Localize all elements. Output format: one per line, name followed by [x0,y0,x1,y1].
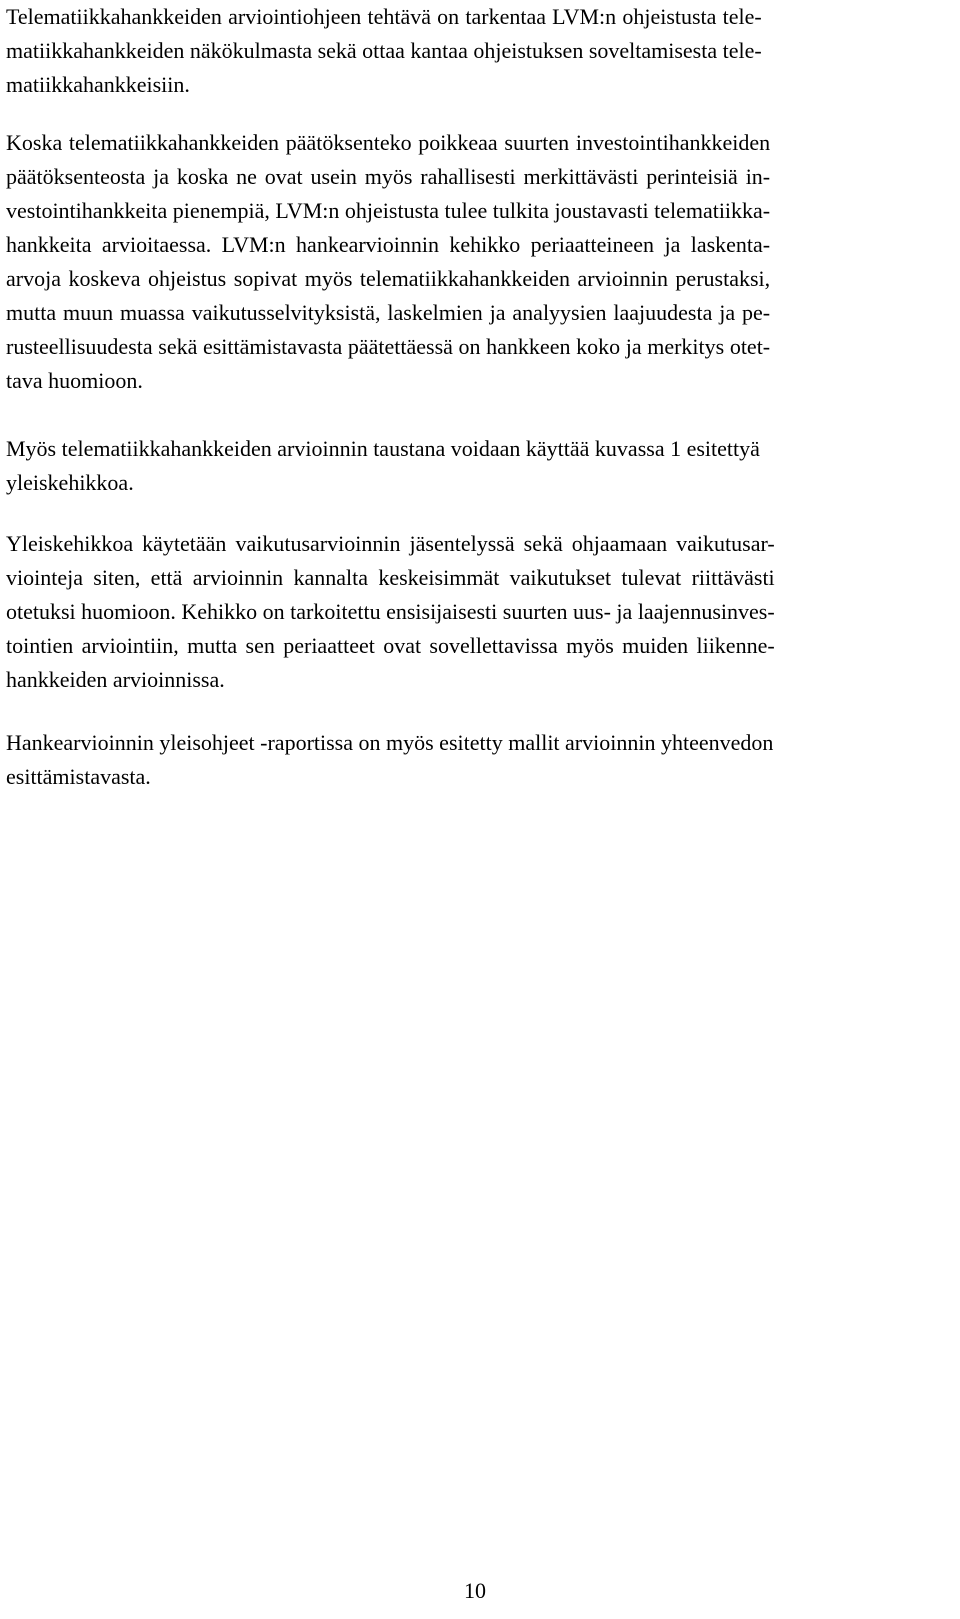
paragraph [6,726,773,794]
text-line: Telematiikkahankkeiden arviointiohjeen tehtävä on tarkentaa LVM:n ohjeistusta tele- [6,4,762,29]
text-line: matiikkahankkeisiin. [6,72,190,97]
text-line: Hankearvioinnin yleisohjeet -raportissa on myös esitetty mallit arvioinnin yhteenvedon [6,730,774,755]
page-number: 10 [464,1578,486,1603]
text-line: otetuksi huomioon. Kehikko on tarkoitettu ensisijaisesti suurten uus- ja laajennusinves- [6,599,775,624]
paragraph [6,126,770,398]
text-line: hankkeita arvioitaessa. LVM:n hankearvioinnin kehikko periaatteineen ja laskenta- [6,232,771,257]
text-line: tava huomioon. [6,368,143,393]
text-line: esittämistavasta. [6,764,151,789]
text-line: viointeja siten, että arvioinnin kannalta keskeisimmät vaikutukset tulevat riittävästi [6,565,775,590]
text-line: hankkeiden arvioinnissa. [6,667,225,692]
text-line: Koska telematiikkahankkeiden päätöksenteko poikkeaa suurten investointihankkeiden [6,130,771,155]
text-line: arvoja koskeva ohjeistus sopivat myös telematiikkahankkeiden arvioinnin perustaksi, [6,266,771,291]
text-line: matiikkahankkeiden näkökulmasta sekä ottaa kantaa ohjeistuksen soveltamisesta tele- [6,38,762,63]
text-line: mutta muun muassa vaikutusselvityksistä, laskelmien ja analyysien laajuudesta ja pe- [6,300,771,325]
text-line: rusteellisuudesta sekä esittämistavasta päätettäessä on hankkeen koko ja merkitys otet- [6,334,771,359]
text-line: yleiskehikkoa. [6,470,134,495]
text-line: Yleiskehikkoa käytetään vaikutusarvioinnin jäsentelyssä sekä ohjaamaan vaikutusar- [6,531,775,556]
text-line: Myös telematiikkahankkeiden arvioinnin taustana voidaan käyttää kuvassa 1 esitettyä [6,436,760,461]
text-line: vestointihankkeita pienempiä, LVM:n ohjeistusta tulee tulkita joustavasti telematiikka- [6,198,771,223]
paragraph [6,432,760,500]
text-line: tointien arviointiin, mutta sen periaatteet ovat sovellettavissa myös muiden liikenne- [6,633,775,658]
paragraph [6,0,762,102]
paragraph [6,527,775,697]
text-line: päätöksenteosta ja koska ne ovat usein myös rahallisesti merkittävästi perinteisiä in- [6,164,771,189]
